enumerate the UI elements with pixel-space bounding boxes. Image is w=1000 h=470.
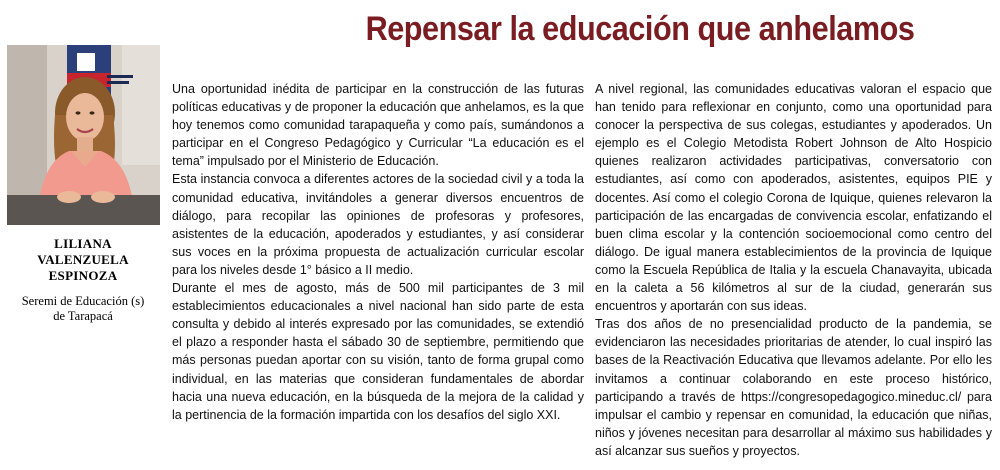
article-column-left — [172, 80, 584, 424]
article-title: Repensar la educación que anhelamos — [365, 10, 915, 48]
paragraph: Durante el mes de agosto, más de 500 mil participantes de 3 mil establecimientos educacionales a nivel nacional han sido parte de esta consulta y debido al interés expresado por las comunidades, se extendió el plazo a responder hasta el sábado 30 de septiembre, permitiendo que más personas puedan aportar con su visión, tanto de forma grupal como individual, en las materias que consideran fundamentales de abordar hacia una nueva educación, en la búsqueda de la mejora de la calidad y la pertinencia de la formación impartida con los desafíos del siglo XXI. — [172, 281, 584, 422]
paragraph: A nivel regional, las comunidades educativas valoran el espacio que han tenido para reflexionar en conjunto, como una oportunidad para conocer la perspectiva de sus colegas, estudiantes y apoderados. Un ejemplo es el Colegio Metodista Robert Johnson de Alto Hospicio quienes realizaron actividades participativas, conversatorio con estudiantes, así como con apoderados, asistentes, equipos PIE y docentes. Así como el colegio Corona de Iquique, quienes relevaron la participación de las encargadas de convivencia escolar, enfatizando el buen clima escolar y la contención socioemocional como centro del diálogo. De igual manera establecimientos de la provincia de Iquique como la Escuela República de Italia y la escuela Chanavayita, ubicada en la caleta a 56 kilómetros al sur de la ciudad, generarán sus encuentros y aportarán con sus ideas. — [595, 82, 992, 314]
author-role: Seremi de Educación (s) de Tarapacá — [21, 294, 145, 323]
paragraph: Esta instancia convoca a diferentes actores de la sociedad civil y a toda la comunidad educativa, invitándoles a generar diversos encuentros de diálogo, para recopilar las opiniones de profesoras y profesores, asistentes de la educación, apoderados y estudiantes, y así considerar sus voces en la próxima propuesta de actualización curricular escolar para los niveles desde 1° básico a II medio. — [172, 172, 584, 277]
paragraph: Tras dos años de no presencialidad producto de la pandemia, se evidenciaron las necesidades prioritarias de atender, lo cual inspiró las bases de la Reactivación Educativa que llevamos adelante. Por ello les invitamos a continuar colaborando en este proceso histórico, participando a través de https://congresopedagogico.mineduc.cl/ para impulsar el cambio y repensar en comunidad, la educación que niñas, niños y jóvenes necesitan para desarrollar al máximo sus habilidades y así alcanzar sus sueños y proyectos. — [595, 317, 992, 458]
portrait-photo-icon — [7, 45, 160, 225]
article-column-right — [595, 80, 992, 460]
author-name: LILIANA VALENZUELA ESPINOZA — [37, 236, 129, 283]
author-info — [0, 236, 166, 324]
author-photo — [7, 45, 160, 225]
paragraph: Una oportunidad inédita de participar en la construcción de las futuras políticas educativas y de proponer la educación que anhelamos, es la que hoy tenemos como comunidad tarapaqueña y como país, sumándonos a participar en el Congreso Pedagógico y Curricular “La educación es el tema” impulsado por el Ministerio de Educación. — [172, 82, 584, 169]
